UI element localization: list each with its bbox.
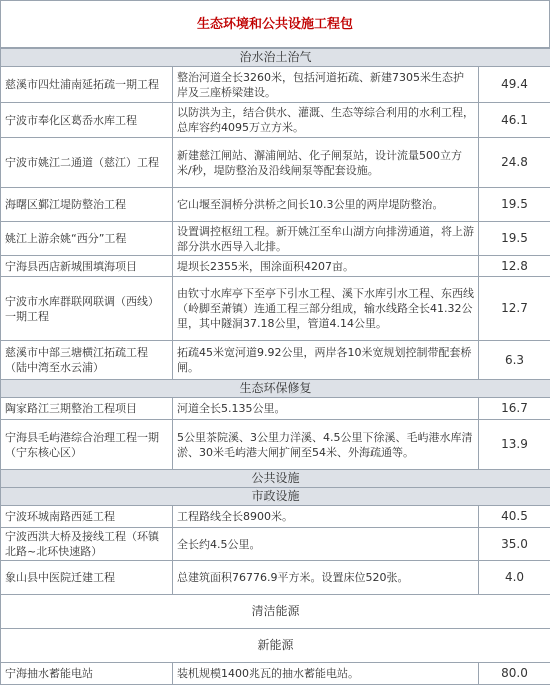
project-name: 宁海抽水蓄能电站 [1,663,173,685]
investment-value: 12.8 [479,256,550,277]
table-row [1,138,550,188]
investment-value: 19.5 [479,188,550,222]
section-header [1,595,550,629]
project-content: 河道全长5.135公里。 [173,398,479,420]
investment-value: 46.1 [479,103,550,138]
table-row [1,222,550,256]
subsection-title: 新能源 [1,629,550,663]
section-title: 生态环保修复 [1,380,550,398]
table-row [1,561,550,595]
section-title: 治水治土治气 [1,49,550,67]
subsection-title: 市政设施 [1,488,550,506]
project-name: 宁波市奉化区葛岙水库工程 [1,103,173,138]
project-name: 姚江上游余姚“西分”工程 [1,222,173,256]
investment-value: 19.5 [479,222,550,256]
section-header [1,380,550,398]
project-content: 新建慈江闸站、澥浦闸站、化子闸泵站，设计流量500立方米/秒，堤防整治及沿线闸泵等配套设施。 [173,138,479,188]
section-header [1,470,550,488]
investment-value: 13.9 [479,420,550,470]
section-title: 清洁能源 [1,595,550,629]
table-row [1,188,550,222]
table-row [1,277,550,341]
project-content: 堤坝长2355米，围涂面积4207亩。 [173,256,479,277]
project-name: 象山县中医院迁建工程 [1,561,173,595]
table-row [1,341,550,380]
table-row [1,103,550,138]
project-content: 总建筑面积76776.9平方米。设置床位520张。 [173,561,479,595]
table-row [1,420,550,470]
project-name: 宁波市水库群联网联调（西线）一期工程 [1,277,173,341]
project-name: 陶家路江三期整治工程项目 [1,398,173,420]
table-row [1,256,550,277]
project-content: 5公里茶院溪、3公里力洋溪、4.5公里下徐溪、毛屿港水库清淤、30米毛屿港大闸扩闸至54米、外海疏通等。 [173,420,479,470]
project-name: 海曙区鄞江堤防整治工程 [1,188,173,222]
subsection-header [1,488,550,506]
investment-value: 80.0 [479,663,550,685]
project-content: 拓疏45米宽河道9.92公里，两岸各10米宽规划控制带配套桥闸。 [173,341,479,380]
project-content: 整治河道全长3260米，包括河道拓疏、新建7305米生态护岸及三座桥梁建设。 [173,67,479,103]
table-row [1,67,550,103]
project-content: 工程路线全长8900米。 [173,506,479,528]
table-row [1,663,550,685]
project-content: 全长约4.5公里。 [173,528,479,561]
project-content: 设置调控枢纽工程。新开姚江至牟山湖方向排涝通道，将上游部分洪水西导入北排。 [173,222,479,256]
investment-value: 6.3 [479,341,550,380]
section-header [1,49,550,67]
project-name: 宁海县西店新城围填海项目 [1,256,173,277]
table-row [1,506,550,528]
investment-value: 40.5 [479,506,550,528]
investment-value: 16.7 [479,398,550,420]
subsection-header [1,629,550,663]
project-name: 慈溪市中部三塘横江拓疏工程（陆中湾至水云浦） [1,341,173,380]
project-content: 它山堰至洞桥分洪桥之间长10.3公里的两岸堤防整治。 [173,188,479,222]
project-name: 慈溪市四灶浦南延拓疏一期工程 [1,67,173,103]
project-table [0,48,550,685]
project-content: 由钦寸水库亭下至亭下引水工程、溪下水库引水工程、东西线（岭脚至萧镇）连通工程三部分组成，输水线路全长41.32公里，其中隧洞37.18公里，管道4.14公里。 [173,277,479,341]
investment-value: 12.7 [479,277,550,341]
investment-value: 49.4 [479,67,550,103]
page-title: 生态环境和公共设施工程包 [0,0,550,48]
project-name: 宁波环城南路西延工程 [1,506,173,528]
investment-value: 24.8 [479,138,550,188]
project-name: 宁波西洪大桥及接线工程（环镇北路~北环快速路） [1,528,173,561]
project-name: 宁波市姚江二通道（慈江）工程 [1,138,173,188]
section-title: 公共设施 [1,470,550,488]
project-content: 以防洪为主，结合供水、灌溉、生态等综合利用的水利工程，总库容约4095万立方米。 [173,103,479,138]
investment-value: 4.0 [479,561,550,595]
table-row [1,398,550,420]
project-name: 宁海县毛屿港综合治理工程一期（宁东核心区） [1,420,173,470]
investment-value: 35.0 [479,528,550,561]
table-row [1,528,550,561]
project-content: 装机规模1400兆瓦的抽水蓄能电站。 [173,663,479,685]
